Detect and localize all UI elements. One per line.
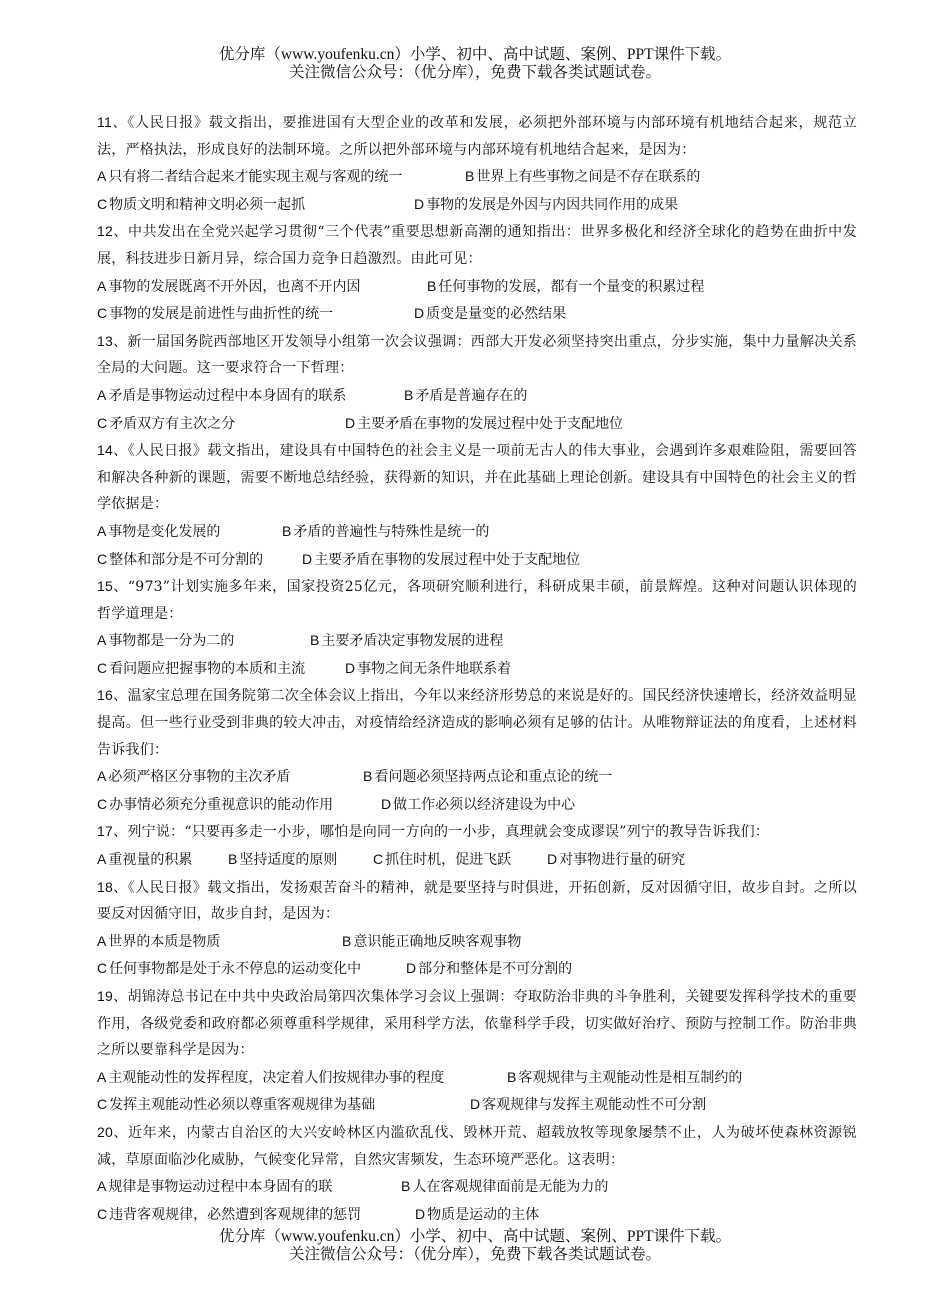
option-row: [97, 791, 857, 819]
option-d: [345, 655, 511, 683]
option-letter: A: [97, 168, 107, 185]
option-c: [97, 1091, 470, 1119]
option-letter: C: [97, 960, 108, 977]
option-letter: B: [427, 277, 437, 294]
question-item: [97, 874, 857, 983]
question-stem: [97, 218, 857, 272]
option-letter: B: [363, 768, 373, 785]
option-a: [97, 518, 282, 546]
option-text: 重视量的积累: [108, 852, 193, 869]
option-letter: A: [97, 632, 107, 649]
option-d: [414, 191, 678, 219]
question-list: [97, 109, 857, 1228]
option-letter: C: [97, 1096, 108, 1113]
question-stem: [97, 818, 857, 846]
option-row: [97, 928, 857, 956]
option-letter: A: [97, 932, 107, 949]
option-text: 事物是变化发展的: [108, 523, 221, 540]
question-item: [97, 328, 857, 437]
option-text: 物质是运动的主体: [427, 1206, 540, 1223]
question-stem: [97, 983, 857, 1064]
option-text: 主观能动性的发挥程度，决定着人们按规律办事的程度: [108, 1069, 445, 1086]
option-text: 坚持适度的原则: [239, 852, 338, 869]
option-letter: B: [465, 168, 475, 185]
question-text: 近年来，内蒙古自治区的大兴安岭林区内滥砍乱伐、毁林开荒、超载放牧等现象屡禁不止，人为破坏使森林资源锐减，草原面临沙化威胁，气候变化异常，自然灾害频发，生态环境严恶化。这表明：: [97, 1124, 857, 1168]
option-c: [97, 1201, 415, 1229]
question-item: [97, 983, 857, 1119]
option-c: [97, 546, 302, 574]
option-text: 主要矛盾在事物的发展过程中处于支配地位: [314, 551, 581, 568]
option-text: 做工作必须以经济建设为中心: [393, 796, 576, 813]
option-c: [97, 791, 381, 819]
option-letter: C: [97, 305, 108, 322]
option-a: [97, 382, 404, 410]
option-text: 只有将二者结合起来才能实现主观与客观的统一: [108, 169, 403, 186]
option-b: [228, 846, 373, 874]
option-letter: B: [282, 522, 292, 539]
option-row: [97, 627, 857, 655]
option-text: 事物都是一分为二的: [108, 633, 235, 650]
header-line-2: 关注微信公众号：（优分库），免费下载各类试题试卷。: [288, 64, 661, 81]
footer-line-1: 优分库（www.youfenku.cn）小学、初中、高中试题、案例、PPT课件下载。: [218, 1228, 732, 1245]
option-d: [547, 846, 685, 874]
option-letter: B: [404, 386, 414, 403]
option-letter: C: [97, 195, 108, 212]
question-number: 19、: [97, 988, 128, 1004]
option-text: 矛盾是事物运动过程中本身固有的联系: [108, 387, 347, 404]
header-line-1: 优分库（www.youfenku.cn）小学、初中、高中试题、案例、PPT课件下载。: [218, 46, 732, 63]
option-row: [97, 518, 857, 546]
question-number: 11、: [97, 114, 128, 130]
option-text: 规律是事物运动过程中本身固有的联: [108, 1179, 333, 1196]
option-row: [97, 300, 857, 328]
option-row: [97, 1173, 857, 1201]
option-letter: B: [310, 632, 320, 649]
option-letter: C: [97, 1205, 108, 1222]
option-letter: D: [381, 795, 392, 812]
question-number: 13、: [97, 332, 128, 349]
option-row: [97, 273, 857, 301]
option-b: [465, 163, 700, 191]
option-letter: B: [401, 1178, 411, 1195]
question-item: [97, 818, 857, 873]
option-c: [373, 846, 547, 874]
option-text: 任何事物的发展，都有一个量变的积累过程: [438, 278, 705, 295]
option-a: [97, 1064, 507, 1092]
option-a: [97, 1173, 401, 1201]
question-item: [97, 109, 857, 218]
option-text: 人在客观规律面前是无能为力的: [412, 1179, 609, 1196]
option-letter: C: [373, 851, 384, 868]
option-text: 客观规律与发挥主观能动性不可分割: [482, 1097, 707, 1114]
option-letter: D: [414, 305, 425, 322]
option-letter: A: [97, 1068, 107, 1085]
option-a: [97, 627, 310, 655]
question-text: “973”计划实施多年来，国家投资25亿元，各项研究顺利进行，科研成果丰硕，前景辉煌。这种对问题认识体现的哲学道理是：: [97, 579, 857, 622]
option-a: [97, 846, 228, 874]
option-text: 世界的本质是物质: [108, 933, 221, 950]
question-text: 新一届国务院西部地区开发领导小组第一次会议强调：西部大开发必须坚持突出重点，分步实施，集中力量解决关系全局的大问题。这一要求符合一下哲理：: [97, 333, 857, 377]
question-stem: [97, 682, 857, 763]
option-letter: D: [345, 414, 356, 431]
option-text: 物质文明和精神文明必须一起抓: [109, 196, 306, 213]
option-d: [302, 546, 580, 574]
option-text: 事物的发展既离不开外因，也离不开内因: [108, 278, 361, 295]
question-text: 胡锦涛总书记在中共中央政治局第四次集体学习会议上强调：夺取防治非典的斗争胜利，关键要发挥科学技术的重要作用，各级党委和政府都必须尊重科学规律，采用科学方法，依靠科学手段，切实做好治疗、预防与控制工作。防治非典之所以要靠科学是因为：: [97, 989, 857, 1059]
option-row: [97, 763, 857, 791]
option-text: 质变是量变的必然结果: [426, 306, 567, 323]
question-text: 温家宝总理在国务院第二次全体会议上指出，今年以来经济形势总的来说是好的。国民经济快速增长，经济效益明显提高。但一些行业受到非典的较大冲击，对疫情给经济造成的影响必须有足够的估计。从唯物辩证法的角度看，上述材料告诉我们：: [97, 688, 857, 758]
question-text: 《人民日报》载文指出，要推进国有大型企业的改革和发展，必须把外部环境与内部环境有机地结合起来，规范立法，严格执法，形成良好的法制环境。之所以把外部环境与内部环境有机地结合起来，是因为：: [97, 115, 857, 158]
option-d: [345, 410, 623, 438]
question-number: 12、: [97, 223, 128, 240]
question-number: 14、: [97, 442, 128, 459]
option-letter: B: [228, 851, 238, 868]
option-b: [342, 928, 521, 956]
option-a: [97, 273, 427, 301]
option-b: [427, 273, 704, 301]
question-stem: [97, 1119, 857, 1173]
option-row: [97, 1064, 857, 1092]
option-text: 意识能正确地反映客观事物: [353, 933, 522, 950]
option-text: 矛盾双方有主次之分: [109, 415, 236, 432]
option-d: [470, 1091, 706, 1119]
option-text: 事物的发展是前进性与曲折性的统一: [109, 306, 334, 323]
option-text: 对事物进行量的研究: [559, 852, 686, 869]
option-letter: D: [547, 851, 558, 868]
option-a: [97, 763, 363, 791]
question-number: 15、: [97, 578, 128, 595]
option-text: 主要矛盾决定事物发展的进程: [321, 633, 504, 650]
question-text: 中共发出在全党兴起学习贯彻“三个代表”重要思想新高潮的通知指出：世界多极化和经济全球化的趋势在曲折中发展，科技进步日新月异，综合国力竞争日趋激烈。由此可见：: [97, 224, 858, 267]
option-row: [97, 655, 857, 683]
question-number: 16、: [97, 687, 128, 704]
question-stem: [97, 328, 857, 382]
option-letter: A: [97, 522, 107, 539]
question-number: 18、: [97, 878, 128, 895]
option-letter: A: [97, 386, 107, 403]
option-row: [97, 955, 857, 983]
option-letter: A: [97, 277, 107, 294]
option-text: 部分和整体是不可分割的: [418, 961, 573, 978]
option-row: [97, 163, 857, 191]
option-text: 事物的发展是外因与内因共同作用的成果: [426, 196, 679, 213]
question-stem: [97, 109, 857, 163]
option-letter: A: [97, 768, 107, 785]
option-a: [97, 163, 465, 191]
option-letter: D: [345, 659, 356, 676]
option-letter: D: [414, 195, 425, 212]
question-text: 《人民日报》载文指出，建设具有中国特色的社会主义是一项前无古人的伟大事业，会遇到许多艰难险阻，需要回答和解决各种新的课题，需要不断地总结经验，获得新的知识，并在此基础上理论创新。建设具有中国特色的社会主义的哲学依据是：: [97, 443, 858, 513]
option-letter: C: [97, 659, 108, 676]
option-d: [406, 955, 572, 983]
option-b: [282, 518, 489, 546]
option-text: 世界上有些事物之间是不存在联系的: [476, 169, 701, 186]
page-footer: [0, 1228, 950, 1264]
option-letter: C: [97, 414, 108, 431]
option-b: [507, 1064, 742, 1092]
option-letter: B: [342, 932, 352, 949]
option-row: [97, 846, 857, 874]
option-c: [97, 191, 414, 219]
option-row: [97, 546, 857, 574]
question-item: [97, 218, 857, 327]
option-row: [97, 410, 857, 438]
page-header: [0, 46, 950, 82]
option-text: 主要矛盾在事物的发展过程中处于支配地位: [357, 415, 624, 432]
option-text: 客观规律与主观能动性是相互制约的: [518, 1069, 743, 1086]
footer-line-2: 关注微信公众号：（优分库），免费下载各类试题试卷。: [288, 1246, 661, 1263]
option-c: [97, 300, 414, 328]
option-b: [404, 382, 527, 410]
option-letter: D: [302, 550, 313, 567]
option-text: 抓住时机，促进飞跃: [385, 852, 512, 869]
option-letter: D: [415, 1205, 426, 1222]
option-b: [401, 1173, 608, 1201]
option-c: [97, 655, 345, 683]
option-text: 看问题必须坚持两点论和重点论的统一: [374, 769, 613, 786]
question-item: [97, 573, 857, 682]
option-text: 事物之间无条件地联系着: [357, 660, 512, 677]
option-text: 看问题应把握事物的本质和主流: [109, 660, 306, 677]
option-b: [363, 763, 612, 791]
question-stem: [97, 874, 857, 928]
option-row: [97, 1091, 857, 1119]
option-c: [97, 955, 406, 983]
option-letter: C: [97, 795, 108, 812]
option-d: [414, 300, 566, 328]
question-item: [97, 682, 857, 818]
option-row: [97, 382, 857, 410]
option-text: 必须严格区分事物的主次矛盾: [108, 769, 291, 786]
option-d: [415, 1201, 539, 1229]
question-number: 20、: [97, 1123, 128, 1140]
option-b: [310, 627, 503, 655]
option-text: 矛盾是普遍存在的: [415, 387, 528, 404]
option-c: [97, 410, 345, 438]
question-item: [97, 1119, 857, 1228]
option-letter: C: [97, 550, 108, 567]
question-stem: [97, 437, 857, 518]
question-stem: [97, 573, 857, 627]
question-number: 17、: [97, 823, 128, 840]
option-row: [97, 191, 857, 219]
option-letter: A: [97, 1178, 107, 1195]
option-text: 整体和部分是不可分割的: [109, 551, 264, 568]
option-text: 办事情必须充分重视意识的能动作用: [109, 796, 334, 813]
option-letter: A: [97, 851, 107, 868]
question-text: 列宁说：“只要再多走一小步，哪怕是向同一方向的一小步，真理就会变成谬误”列宁的教导告诉我们：: [127, 824, 770, 841]
option-letter: D: [406, 960, 417, 977]
option-text: 矛盾的普遍性与特殊性是统一的: [293, 523, 490, 540]
option-text: 发挥主观能动性必须以尊重客观规律为基础: [109, 1097, 376, 1114]
option-letter: B: [507, 1068, 517, 1085]
question-item: [97, 437, 857, 573]
option-a: [97, 928, 342, 956]
option-letter: D: [470, 1096, 481, 1113]
option-text: 任何事物都是处于永不停息的运动变化中: [109, 961, 362, 978]
question-text: 《人民日报》载文指出，发扬艰苦奋斗的精神，就是要坚持与时俱进，开拓创新，反对因循守旧，故步自封。之所以要反对因循守旧，故步自封，是因为：: [97, 879, 858, 923]
option-row: [97, 1201, 857, 1229]
option-d: [381, 791, 575, 819]
option-text: 违背客观规律，必然遭到客观规律的惩罚: [109, 1206, 362, 1223]
